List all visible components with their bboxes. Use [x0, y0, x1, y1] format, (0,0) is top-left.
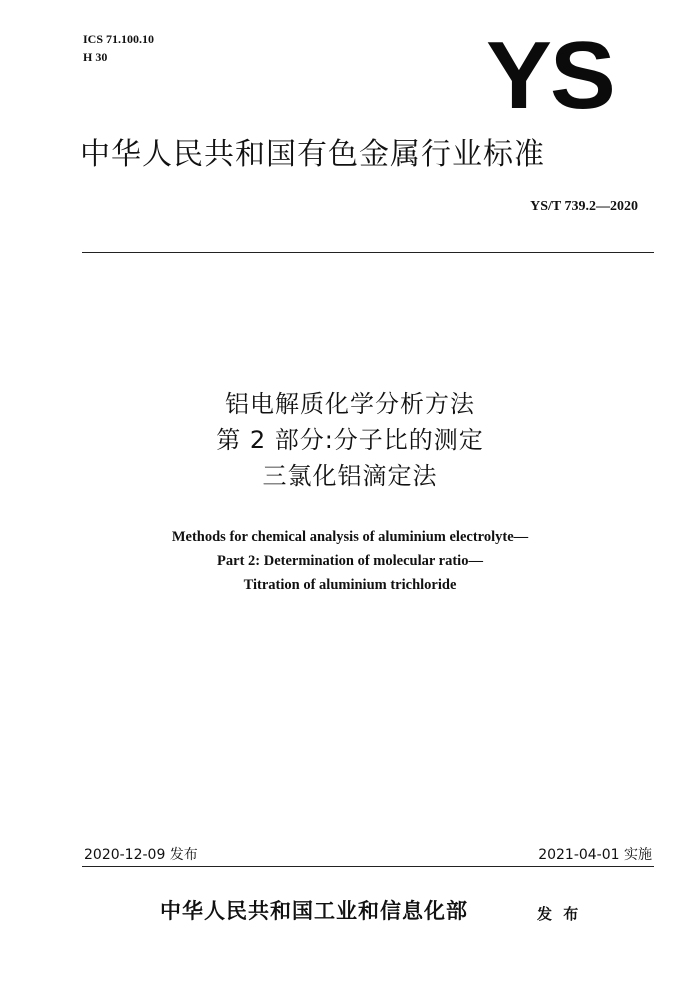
- implementation-date: 2021-04-01 实施: [538, 847, 652, 863]
- chinese-title: [0, 386, 700, 494]
- english-title-line-2: Part 2: Determination of molecular ratio—: [217, 553, 483, 569]
- chinese-title-line-3: 三氯化铝滴定法: [262, 462, 438, 490]
- standard-number: YS/T 739.2—2020: [530, 199, 638, 214]
- classification-codes: [83, 30, 154, 66]
- bottom-divider: [82, 866, 654, 867]
- chinese-title-line-1: 铝电解质化学分析方法: [225, 390, 475, 418]
- ccs-code: H 30: [83, 50, 108, 64]
- english-title-line-3: Titration of aluminium trichloride: [243, 577, 457, 593]
- top-divider: [82, 252, 654, 253]
- standard-category-title: 中华人民共和国有色金属行业标准: [80, 137, 545, 172]
- issue-label: 发 布: [537, 905, 582, 923]
- english-title: [0, 525, 700, 597]
- ys-logo: YS: [486, 22, 614, 129]
- chinese-title-line-2: 第 2 部分:分子比的测定: [216, 426, 484, 454]
- ics-code: ICS 71.100.10: [83, 32, 155, 46]
- issue-date: 2020-12-09 发布: [84, 847, 198, 863]
- issuing-authority: 中华人民共和国工业和信息化部: [160, 898, 468, 923]
- english-title-line-1: Methods for chemical analysis of aluminium electrolyte—: [171, 529, 529, 545]
